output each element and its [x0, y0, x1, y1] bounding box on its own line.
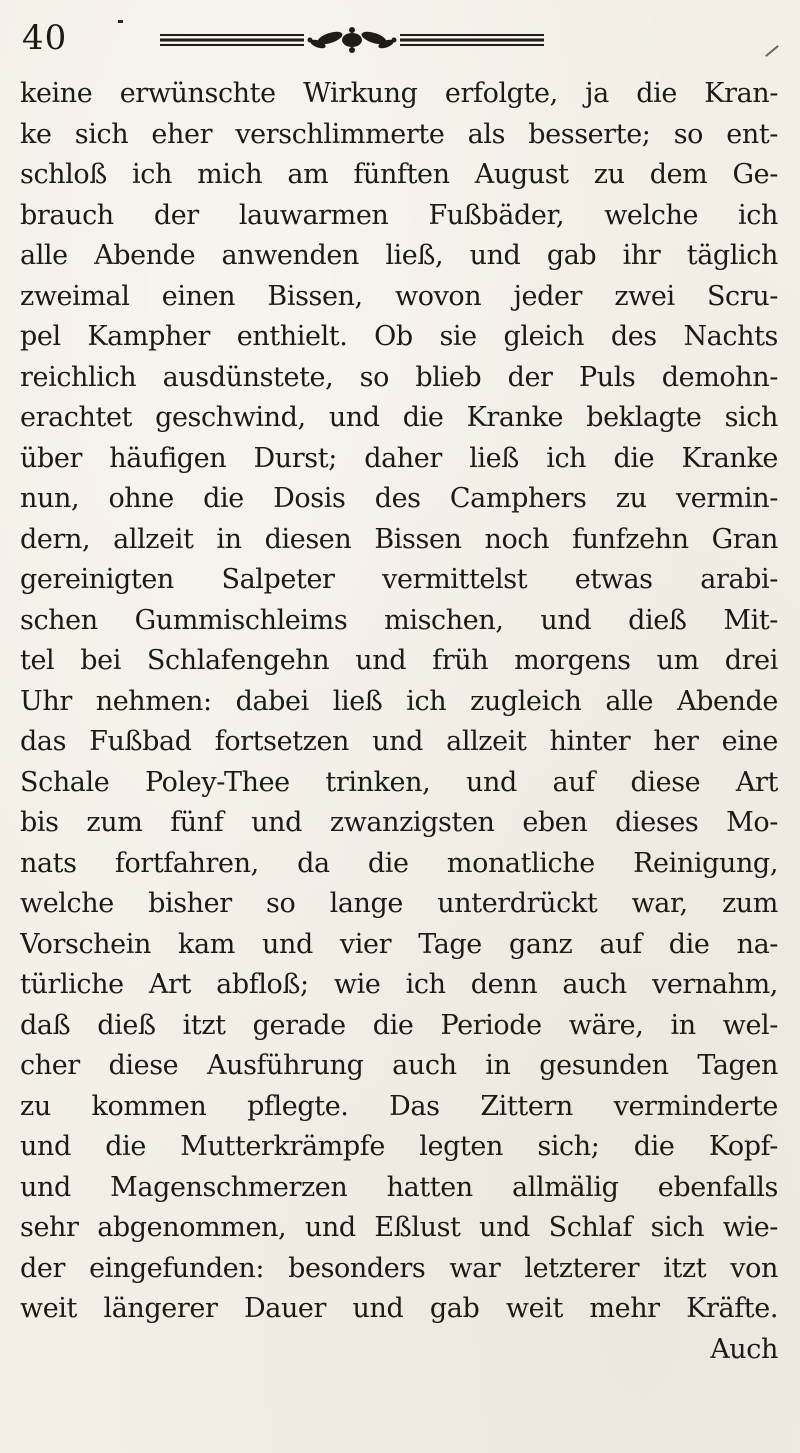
text-line-12: dern, allzeit in diesen Bissen noch funfzehn Gran	[20, 523, 778, 555]
text-line-19: bis zum fünf und zwanzigsten eben dieses Mo-	[20, 807, 778, 838]
body-text	[20, 74, 778, 1370]
catchword: Auch	[710, 1333, 778, 1365]
text-line-11: nun, ohne die Dosis des Camphers zu vermin-	[20, 483, 778, 514]
corner-mark	[765, 45, 779, 57]
text-line-01: keine erwünschte Wirkung erfolgte, ja die Kran-	[20, 78, 778, 109]
page-number: 40	[22, 18, 68, 58]
text-line-22: Vorschein kam und vier Tage ganz auf die na-	[20, 928, 778, 960]
text-line-24: daß dieß itzt gerade die Periode wäre, in wel-	[20, 1009, 778, 1041]
text-line-14: schen Gummischleims mischen, und dieß Mit-	[20, 604, 778, 636]
text-line-18: Schale Poley-Thee trinken, und auf diese Art	[20, 766, 778, 798]
text-line-26: zu kommen pflegte. Das Zittern verminderte	[20, 1090, 778, 1122]
text-line-10: über häufigen Durst; daher ließ ich die Kranke	[20, 442, 778, 474]
page-header	[22, 14, 782, 64]
text-line-21: welche bisher so lange unterdrückt war, zum	[20, 888, 778, 919]
text-line-02: ke sich eher verschlimmerte als besserte; so ent-	[20, 118, 778, 150]
text-line-15: tel bei Schlafengehn und früh morgens um drei	[20, 645, 778, 676]
text-line-05: alle Abende anwenden ließ, und gab ihr täglich	[20, 240, 778, 271]
text-line-31: weit längerer Dauer und gab weit mehr Kräfte.	[20, 1293, 778, 1324]
text-line-27: und die Mutterkrämpfe legten sich; die Kopf-	[20, 1131, 778, 1162]
text-line-20: nats fortfahren, da die monatliche Reinigung,	[20, 847, 778, 879]
text-line-08: reichlich ausdünstete, so blieb der Puls demohn-	[20, 361, 778, 393]
header-ornament-rule	[152, 26, 552, 56]
header-tick-mark	[118, 20, 123, 23]
text-line-16: Uhr nehmen: dabei ließ ich zugleich alle Abende	[20, 685, 778, 717]
text-line-25: cher diese Ausführung auch in gesunden Tagen	[20, 1050, 778, 1081]
text-line-04: brauch der lauwarmen Fußbäder, welche ich	[20, 199, 778, 231]
text-line-29: sehr abgenommen, und Eßlust und Schlaf sich wie-	[20, 1212, 778, 1243]
text-line-13: gereinigten Salpeter vermittelst etwas arabi-	[20, 564, 778, 595]
text-line-03: schloß ich mich am fünften August zu dem Ge-	[20, 159, 778, 190]
text-line-07: pel Kampher enthielt. Ob sie gleich des Nachts	[20, 321, 778, 352]
text-line-17: das Fußbad fortsetzen und allzeit hinter her eine	[20, 726, 778, 757]
text-line-09: erachtet geschwind, und die Kranke beklagte sich	[20, 402, 778, 433]
text-line-06: zweimal einen Bissen, wovon jeder zwei Scru-	[20, 280, 778, 312]
text-line-28: und Magenschmerzen hatten allmälig ebenfalls	[20, 1171, 778, 1203]
text-line-23: türliche Art abfloß; wie ich denn auch vernahm,	[20, 969, 778, 1000]
text-line-30: der eingefunden: besonders war letzterer itzt von	[20, 1252, 778, 1284]
